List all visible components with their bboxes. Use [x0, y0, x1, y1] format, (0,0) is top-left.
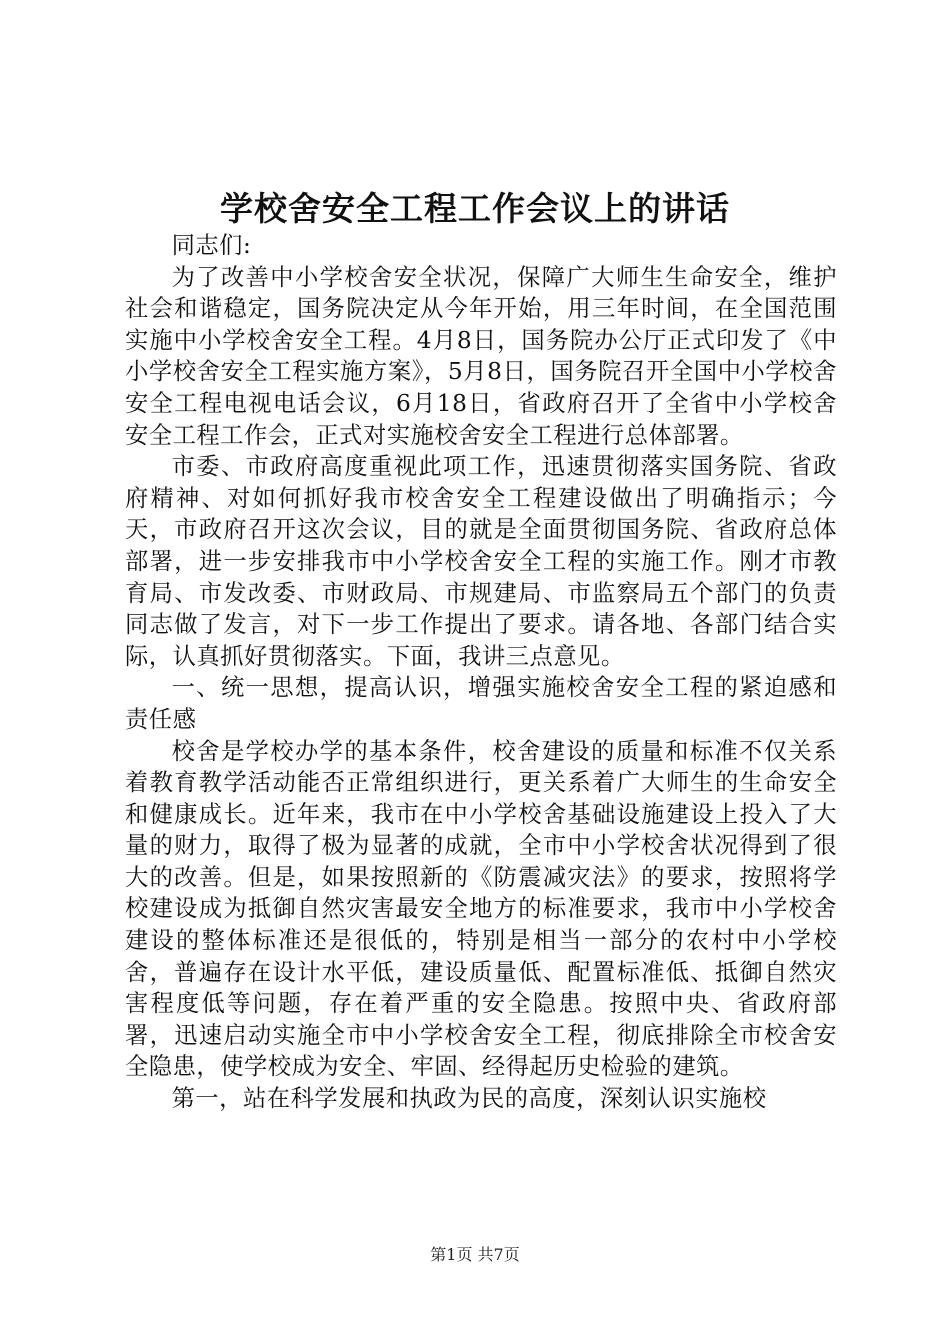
body-paragraph: 校舍是学校办学的基本条件，校舍建设的质量和标准不仅关系着教育教学活动能否正常组织进行，更关系着广大师生的生命安全和健康成长。近年来，我市在中小学校舍基础设施建设上投入了大量的财力，取得了极为显著的成就，全市中小学校舍状况得到了很大的改善。但是，如果按照新的《防震减灾法》的要求，按照将学校建设成为抵御自然灾害最安全地方的标准要求，我市中小学校舍建设的整体标准还是很低的，特别是相当一部分的农村中小学校舍，普遍存在设计水平低，建设质量低、配置标准低、抵御自然灾害程度低等问题，存在着严重的安全隐患。按照中央、省政府部署，迅速启动实施全市中小学校舍安全工程，彻底排除全市校舍安全隐患，使学校成为安全、牢固、经得起历史检验的建筑。 [125, 737, 837, 1081]
page-footer: 第1页 共7页 [430, 1245, 520, 1264]
document-body [125, 230, 837, 1115]
body-paragraph: 市委、市政府高度重视此项工作，迅速贯彻落实国务院、省政府精神、对如何抓好我市校舍安全工程建设做出了明确指示；今天，市政府召开这次会议，目的就是全面贯彻国务院、省政府总体部署，进一步安排我市中小学校舍安全工程的实施工作。刚才市教育局、市发改委、市财政局、市规建局、市监察局五个部门的负责同志做了发言，对下一步工作提出了要求。请各地、各部门结合实际，认真抓好贯彻落实。下面，我讲三点意见。 [125, 453, 837, 670]
section-heading: 一、统一思想，提高认识，增强实施校舍安全工程的紧迫感和责任感 [125, 674, 837, 733]
body-paragraph: 第一，站在科学发展和执政为民的高度，深刻认识实施校 [171, 1085, 767, 1113]
body-paragraph: 为了改善中小学校舍安全状况，保障广大师生生命安全，维护社会和谐稳定，国务院决定从今年开始，用三年时间，在全国范围实施中小学校舍安全工程。4月8日，国务院办公厅正式印发了《中小学校舍安全工程实施方案》，5月8日，国务院召开全国中小学校舍安全工程电视电话会议，6月18日，省政府召开了全省中小学校舍安全工程工作会，正式对实施校舍安全工程进行总体部署。 [125, 263, 837, 449]
salutation-paragraph: 同志们: [171, 232, 252, 259]
document-title: 学校舍安全工程工作会议上的讲话 [220, 189, 730, 228]
